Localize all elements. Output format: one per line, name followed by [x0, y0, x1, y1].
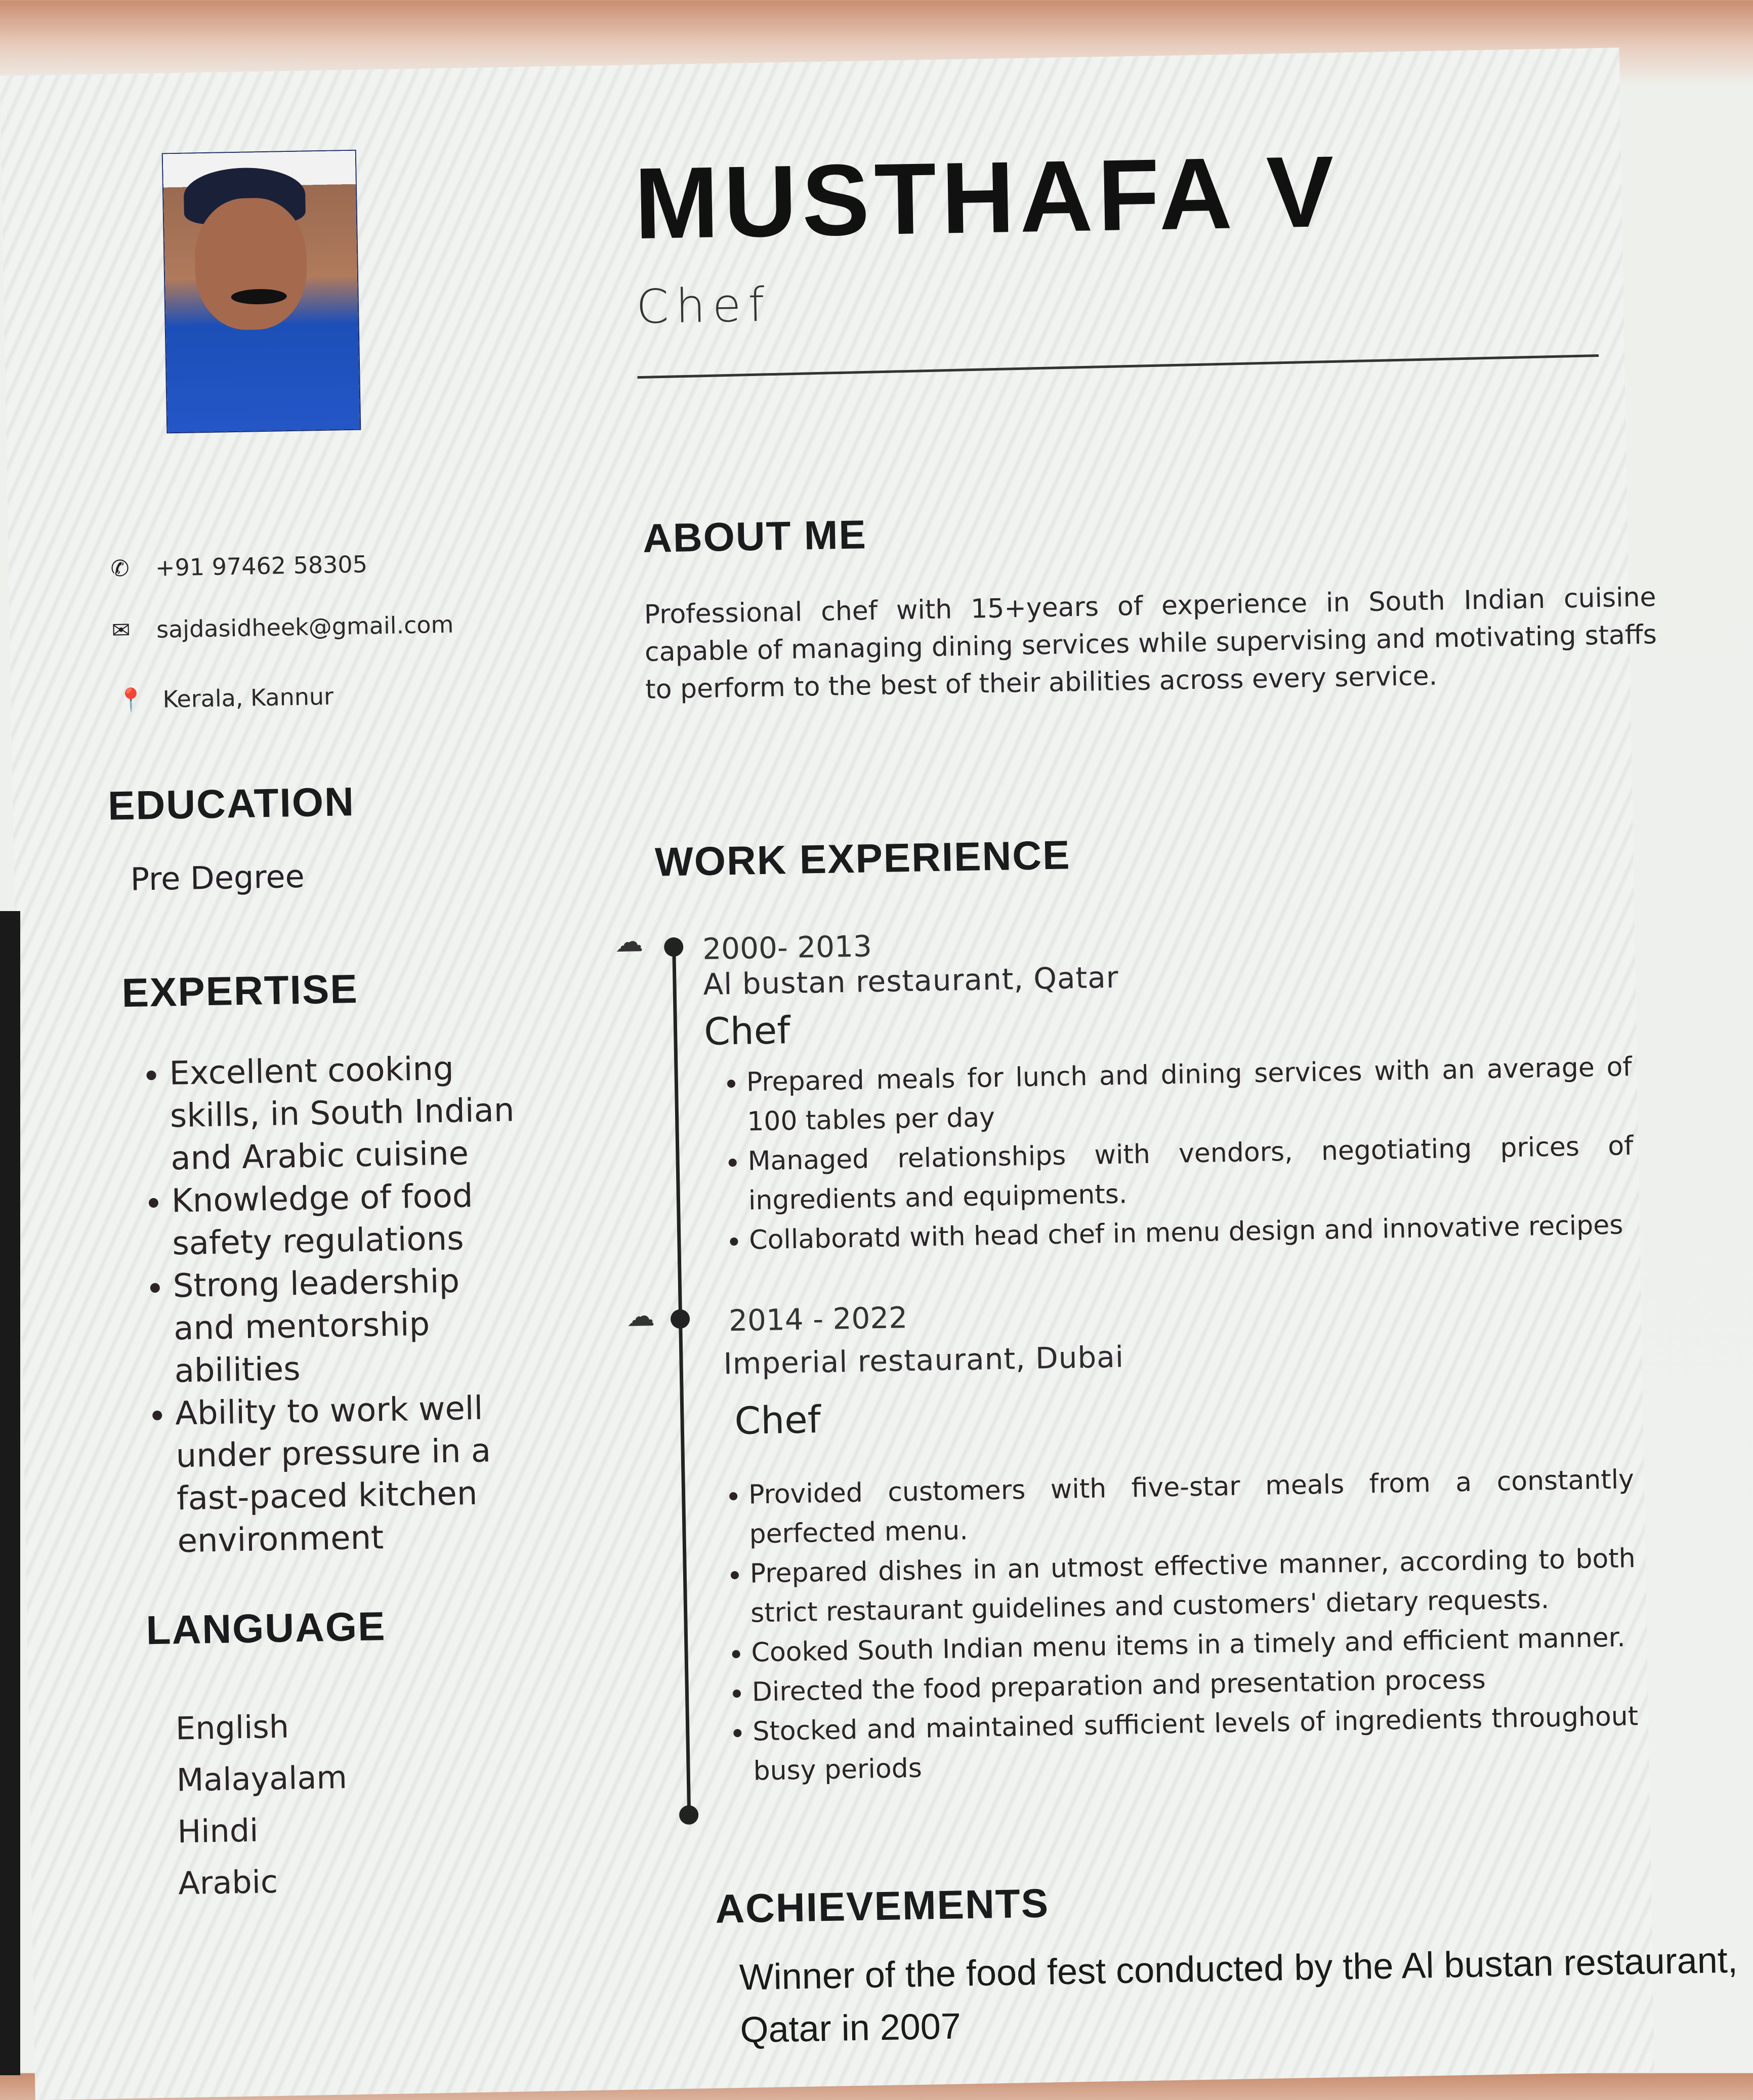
phone-text: +91 97462 58305 — [155, 550, 368, 582]
resume-page — [0, 48, 1738, 2100]
language-list — [175, 1700, 349, 1910]
language-item: English — [175, 1708, 289, 1747]
about-heading: ABOUT ME — [642, 512, 867, 561]
job-bullets — [718, 1460, 1639, 1791]
achievement-text: Winner of the food fest conducted by the Al bustan restaurant, Qatar in 2007 — [739, 1940, 1738, 2051]
expertise-item: • Excellent cooking skills, in South Indian and Arabic cuisine — [169, 1046, 525, 1180]
achievements-heading: ACHIEVEMENTS — [715, 1880, 1050, 1931]
chef-hat-icon: ☁ — [614, 925, 644, 959]
contact-location — [117, 683, 333, 714]
expertise-item: • Knowledge of food safety regulations — [171, 1174, 527, 1265]
job-bullet: • Managed relationships with vendors, negotiating prices of ingredients and equipments. — [747, 1126, 1634, 1221]
job-bullet: • Prepared meals for lunch and dining services with an average of 100 tables per day — [746, 1047, 1633, 1142]
phone-icon: ✆ — [110, 555, 130, 582]
job-title: Chef — [734, 1398, 821, 1444]
location-text: Kerala, Kannur — [162, 682, 334, 713]
language-item: Malayalam — [176, 1758, 348, 1799]
work-heading: WORK EXPERIENCE — [654, 832, 1071, 885]
screen-bezel — [0, 911, 20, 2075]
timeline-dot — [671, 1309, 690, 1329]
contact-phone — [110, 550, 368, 582]
header-divider — [638, 354, 1599, 379]
job-bullet: • Prepared dishes in an utmost effective manner, according to both strict restaurant guidelines and customers' dietary requests. — [749, 1539, 1636, 1633]
job-bullet: • Directed the food preparation and presentation process — [752, 1657, 1638, 1712]
expertise-heading: EXPERTISE — [121, 966, 359, 1016]
education-heading: EDUCATION — [107, 778, 355, 829]
job-dates: 2000- 2013 — [702, 929, 872, 967]
job-bullet: • Stocked and maintained sufficient levels of ingredients throughout busy periods — [753, 1697, 1639, 1791]
about-text: Professional chef with 15+years of experience in South Indian cuisine capable of managing dining services while supervising and motivating staffs to perform to the best of their abilities across every service. — [644, 582, 1657, 705]
profile-photo — [163, 151, 360, 433]
location-pin-icon: 📍 — [117, 687, 145, 714]
job-bullet: • Collaboratd with head chef in menu design and innovative recipes — [749, 1205, 1635, 1260]
timeline-dot — [679, 1805, 699, 1825]
timeline-line — [672, 945, 691, 1810]
contact-email — [111, 611, 454, 644]
expertise-list — [139, 1046, 532, 1563]
envelope-icon: ✉ — [111, 617, 131, 643]
language-item: Hindi — [177, 1811, 259, 1850]
expertise-item: • Strong leadership and mentorship abilities — [173, 1259, 529, 1392]
candidate-name: MUSTHAFA V — [633, 135, 1340, 261]
timeline-dot — [664, 937, 684, 957]
job-title: Chef — [703, 1009, 791, 1054]
job-dates: 2014 - 2022 — [728, 1300, 908, 1338]
job-company: Imperial restaurant, Dubai — [723, 1339, 1124, 1381]
language-heading: LANGUAGE — [145, 1603, 387, 1653]
candidate-role: Chef — [636, 277, 772, 335]
job-bullet: • Provided customers with five-star meals from a constantly perfected menu. — [748, 1460, 1635, 1554]
language-item: Arabic — [178, 1863, 278, 1902]
job-bullets — [716, 1047, 1635, 1261]
education-item: Pre Degree — [130, 857, 305, 898]
email-text: sajdasidheek@gmail.com — [156, 610, 454, 643]
job-bullet: • Cooked South Indian menu items in a timely and efficient manner. — [751, 1618, 1637, 1673]
chef-hat-icon: ☁ — [626, 1299, 655, 1333]
expertise-item: • Ability to work well under pressure in a fast-paced kitchen environment — [175, 1386, 532, 1562]
job-company: Al bustan restaurant, Qatar — [702, 960, 1119, 1002]
